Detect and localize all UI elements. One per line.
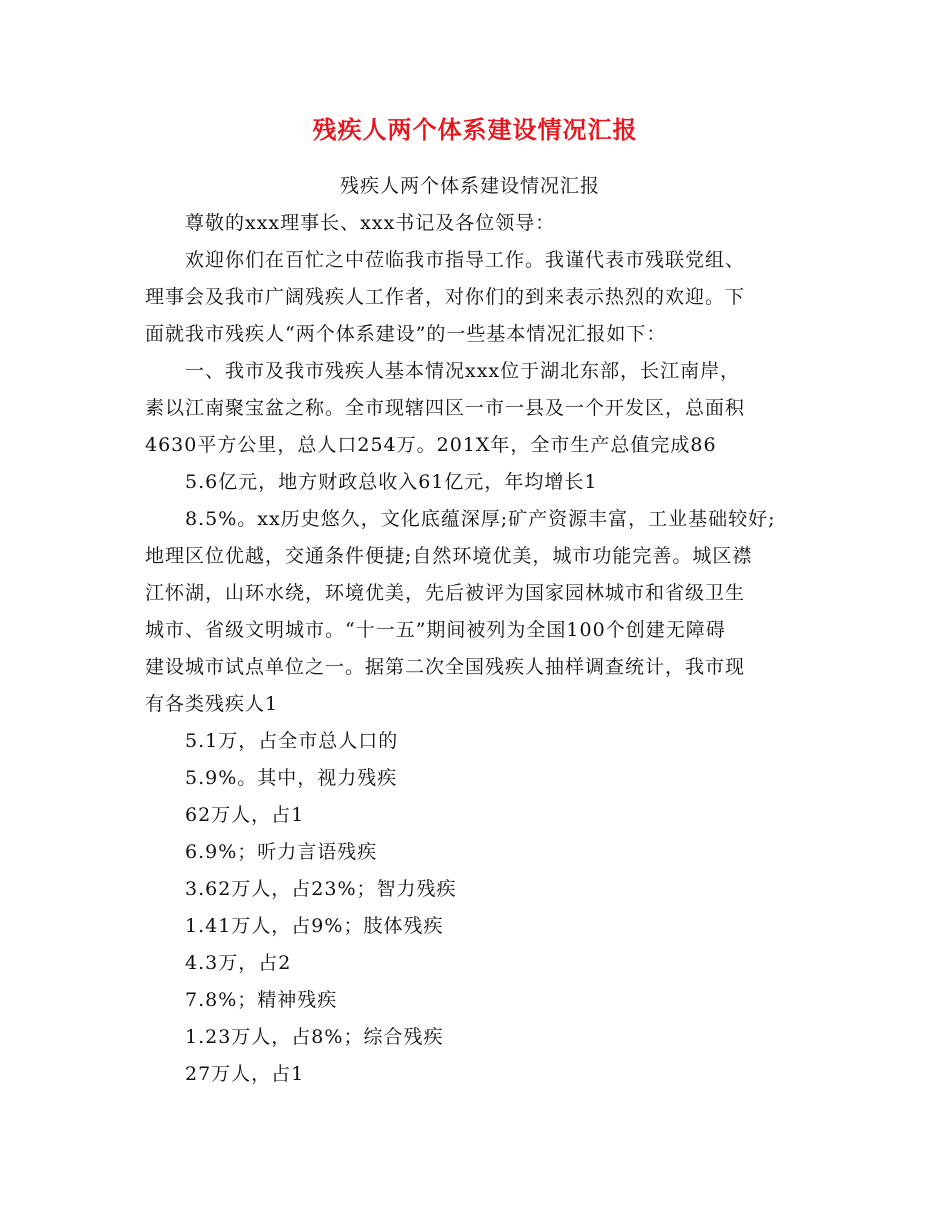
body-text-line: 1.23万人，占8%；综合残疾 [185,1026,444,1048]
body-text-line: 3.62万人，占23%；智力残疾 [185,878,457,900]
body-text-line: 有各类残疾人1 [145,693,279,715]
body-text-line: 5.6亿元，地方财政总收入61亿元，年均增长1 [185,471,598,493]
body-text-line: 4630平方公里，总人口254万。201X年，全市生产总值完成86 [145,434,717,456]
body-lines [145,205,825,1093]
body-text-line: 27万人，占1 [185,1063,305,1085]
body-text-line: 城市、省级文明城市。“十一五”期间被列为全国100个创建无障碍 [145,619,726,641]
body-text-line: 62万人，占1 [185,804,305,826]
document-subtitle: 残疾人两个体系建设情况汇报 [339,175,600,197]
body-text-line: 7.8%；精神残疾 [185,989,338,1011]
document-title: 残疾人两个体系建设情况汇报 [312,115,638,144]
body-text-line: 地理区位优越，交通条件便捷;自然环境优美，城市功能完善。城区襟 [145,545,753,567]
body-text-line: 一、我市及我市残疾人基本情况xxx位于湖北东部，长江南岸， [185,360,741,382]
body-text-line: 尊敬的xxx理事长、xxx书记及各位领导： [185,212,556,234]
body-text-line: 理事会及我市广阔残疾人工作者，对你们的到来表示热烈的欢迎。下 [145,286,746,308]
body-text-line: 欢迎你们在百忙之中莅临我市指导工作。我谨代表市残联党组、 [185,249,746,271]
body-text-line: 建设城市试点单位之一。据第二次全国残疾人抽样调查统计，我市现 [145,656,746,678]
body-text-line: 5.9%。其中，视力残疾 [185,767,398,789]
body-text-line: 江怀湖，山环水绕，环境优美，先后被评为国家园林城市和省级卫生 [145,582,746,604]
body-text-line: 4.3万，占2 [185,952,292,974]
body-text-line: 面就我市残疾人“两个体系建设”的一些基本情况汇报如下： [145,323,667,345]
body-text-line: 6.9%；听力言语残疾 [185,841,378,863]
body-text-line: 5.1万，占全市总人口的 [185,730,399,752]
body-text-line: 素以江南聚宝盆之称。全市现辖四区一市一县及一个开发区，总面积 [145,397,746,419]
document-body [145,168,825,1093]
body-text-line: 8.5%。xx历史悠久，文化底蕴深厚;矿产资源丰富，工业基础较好; [185,508,776,530]
body-text-line: 1.41万人，占9%；肢体残疾 [185,915,444,937]
